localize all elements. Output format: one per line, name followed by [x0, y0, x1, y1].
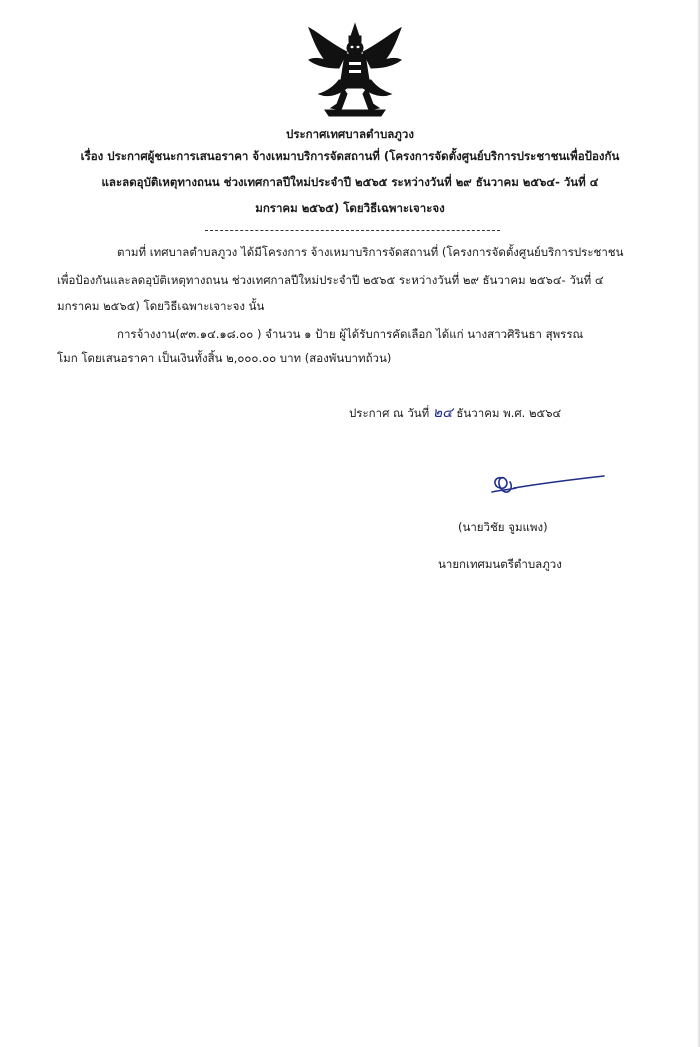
- garuda-emblem-icon: [303, 22, 407, 118]
- subject-line-2: และลดอุบัติเหตุทางถนน ช่วงเทศกาลปีใหม่ประจำปี ๒๕๖๕ ระหว่างวันที่ ๒๙ ธันวาคม ๒๕๖๔- วันที่ ๔: [101, 175, 599, 189]
- paragraph-1-line-1: ตามที่ เทศบาลตำบลภูวง ได้มีโครงการ จ้างเหมาบริการจัดสถานที่ (โครงการจัดตั้งศูนย์บริการประชาชน: [117, 245, 624, 259]
- paragraph-1-line-3: มกราคม ๒๕๖๕) โดยวิธีเฉพาะเจาะจง นั้น: [57, 299, 265, 313]
- signatory-position: นายกเทศมนตรีตำบลภูวง: [438, 557, 562, 571]
- subject-line-1: เรื่อง ประกาศผู้ชนะการเสนอราคา จ้างเหมาบริการจัดสถานที่ (โครงการจัดตั้งศูนย์บริการประชาชนเพื่อป้องกัน: [80, 149, 620, 163]
- signatory-name: (นายวิชัย จูมแพง): [458, 520, 548, 534]
- paragraph-1-line-2: เพื่อป้องกันและลดอุบัติเหตุทางถนน ช่วงเทศกาลปีใหม่ประจำปี ๒๕๖๕ ระหว่างวันที่ ๒๙ ธันวาคม ๒๕๖๔- วันที่ ๔: [57, 273, 604, 287]
- date-suffix: ธันวาคม พ.ศ. ๒๕๖๔: [456, 406, 562, 420]
- subject-line-3: มกราคม ๒๕๖๕) โดยวิธีเฉพาะเจาะจง: [255, 201, 445, 215]
- handwritten-day: ๒๔: [432, 405, 453, 421]
- issuer-title: ประกาศเทศบาลตำบลภูวง: [286, 127, 414, 141]
- divider: [205, 230, 500, 231]
- paragraph-2-line-2: โมก โดยเสนอราคา เป็นเงินทั้งสิ้น ๒,๐๐๐.๐๐ บาท (สองพันบาทถ้วน): [57, 351, 392, 365]
- signature-icon: [488, 468, 608, 502]
- date-line: [349, 403, 561, 423]
- date-prefix: ประกาศ ณ วันที่: [349, 406, 430, 420]
- paragraph-2-line-1: การจ้างงาน(๙๓.๑๔.๑๘.๐๐ ) จำนวน ๑ ป้าย ผู้ได้รับการคัดเลือก ได้แก่ นางสาวศิรินธา สุพรรณ: [117, 327, 584, 341]
